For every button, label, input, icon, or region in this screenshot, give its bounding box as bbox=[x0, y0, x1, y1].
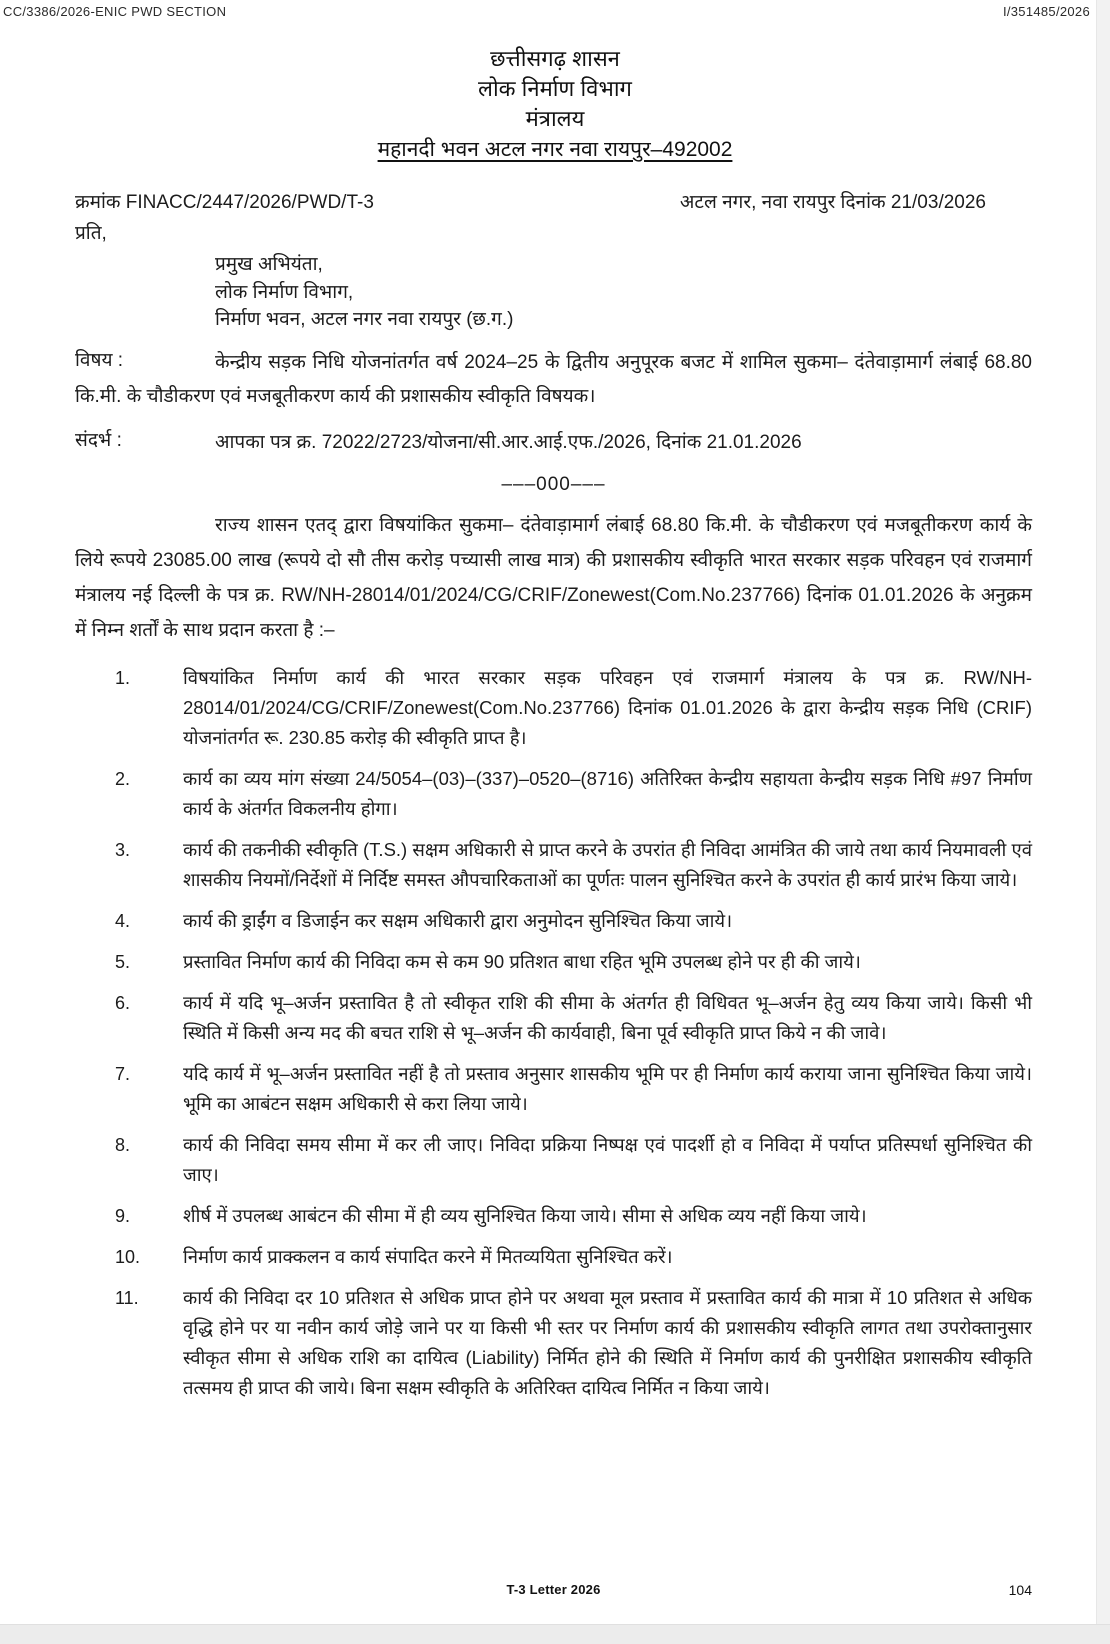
addressee-line: प्रमुख अभियंता, bbox=[215, 254, 323, 275]
letterhead bbox=[0, 44, 1110, 165]
letterhead-government: छत्तीसगढ़ शासन bbox=[490, 46, 620, 71]
condition-number: 7. bbox=[115, 1063, 131, 1084]
reference-label: संदर्भ : bbox=[75, 429, 122, 451]
reference-block bbox=[75, 426, 1032, 460]
addressee-line: लोक निर्माण विभाग, bbox=[215, 281, 354, 303]
condition-text: कार्य की निविदा दर 10 प्रतिशत से अधिक प्राप्त होने पर अथवा मूल प्रस्ताव में प्रस्तावित कार्य की मात्रा में 10 प्रतिशत से अधिक वृद्धि होने पर या नवीन कार्य जोड़े जाने पर या किसी भी स्तर पर निर्माण कार्य की प्रशासकीय स्वीकृति लागत तथा उपरोक्तानुसार स्वीकृत सीमा से अधिक राशि का दायित्व (Liability) निर्मित होने की स्थिति में निर्माण कार्य की पुनरीक्षित प्रशासकीय स्वीकृति तत्समय ही प्राप्त की जाये। बिना सक्षम स्वीकृति के अतिरिक्त दायित्व निर्मित न किया जाये। bbox=[183, 1286, 1032, 1398]
condition-item bbox=[75, 947, 1032, 977]
place-and-date: अटल नगर, नवा रायपुर दिनांक 21/03/2026 bbox=[679, 192, 986, 213]
salutation: प्रति, bbox=[75, 223, 107, 244]
condition-number: 6. bbox=[115, 992, 131, 1013]
condition-item bbox=[75, 835, 1032, 895]
condition-text: निर्माण कार्य प्राक्कलन व कार्य संपादित करने में मितव्ययिता सुनिश्चित करें। bbox=[183, 1245, 673, 1267]
condition-item bbox=[75, 1059, 1032, 1119]
page-right-edge bbox=[1096, 0, 1110, 1644]
condition-number: 8. bbox=[115, 1134, 131, 1155]
condition-item bbox=[75, 1130, 1032, 1190]
condition-text: शीर्ष में उपलब्ध आबंटन की सीमा में ही व्यय सुनिश्चित किया जाये। सीमा से अधिक व्यय नहीं किया जाये। bbox=[183, 1204, 867, 1226]
condition-text: विषयांकित निर्माण कार्य की भारत सरकार सड़क परिवहन एवं राजमार्ग मंत्रालय के पत्र क्र. RW/NH-28014/01/2024/CG/CRIF/Zonewest(Com.No.237766) दिनांक 01.01.2026 के द्वारा केन्द्रीय सड़क निधि (CRIF) योजनांतर्गत रू. 230.85 करोड़ की स्वीकृति प्राप्त है। bbox=[183, 666, 1032, 748]
file-meta-row bbox=[0, 0, 1110, 19]
letter-body bbox=[0, 188, 1110, 1403]
condition-text: कार्य की तकनीकी स्वीकृति (T.S.) सक्षम अधिकारी से प्राप्त करने के उपरांत ही निविदा आमंत्रित की जाये तथा कार्य नियमावली एवं शासकीय नियमों/निर्देशों में निर्दिष्ट समस्त औपचारिकताओं का पूर्णतः पालन सुनिश्चित करने के उपरांत ही कार्य प्रारंभ किया जाये। bbox=[183, 838, 1032, 890]
subject-text: केन्द्रीय सड़क निधि योजनांतर्गत वर्ष 2024–25 के द्वितीय अनुपूरक बजट में शामिल सुकमा– दंतेवाड़ामार्ग लंबाई 68.80 कि.मी. के चौडीकरण एवं मजबूतीकरण कार्य की प्रशासकीय स्वीकृति विषयक। bbox=[75, 351, 1032, 407]
condition-number: 4. bbox=[115, 910, 131, 931]
subject-block bbox=[75, 346, 1032, 414]
addressee-block bbox=[215, 251, 1032, 334]
page-number: 104 bbox=[1008, 1582, 1032, 1598]
condition-text: यदि कार्य में भू–अर्जन प्रस्तावित नहीं है तो प्रस्ताव अनुसार शासकीय भूमि पर ही निर्माण कार्य कराया जाना सुनिश्चित किया जाये। भूमि का आबंटन सक्षम अधिकारी से करा लिया जाये। bbox=[183, 1062, 1032, 1114]
footer-title: T-3 Letter 2026 bbox=[506, 1582, 601, 1597]
condition-text: प्रस्तावित निर्माण कार्य की निविदा कम से कम 90 प्रतिशत बाधा रहित भूमि उपलब्ध होने पर ही की जाये। bbox=[183, 950, 861, 972]
condition-item bbox=[75, 764, 1032, 824]
addressee-line: निर्माण भवन, अटल नगर नवा रायपुर (छ.ग.) bbox=[215, 309, 514, 330]
condition-number: 10. bbox=[115, 1246, 141, 1267]
condition-text: कार्य की निविदा समय सीमा में कर ली जाए। निविदा प्रक्रिया निष्पक्ष एवं पादर्शी हो व निविदा में पर्याप्त प्रतिस्पर्धा सुनिश्चित की जाए। bbox=[183, 1133, 1032, 1185]
condition-text: कार्य का व्यय मांग संख्या 24/5054–(03)–(337)–0520–(8716) अतिरिक्त केन्द्रीय सहायता केन्द्रीय सड़क निधि #97 निर्माण कार्य के अंतर्गत विकलनीय होगा। bbox=[183, 767, 1032, 819]
separator-000: –––000––– bbox=[501, 473, 606, 495]
reference-number-row bbox=[75, 188, 1032, 214]
condition-text: कार्य की ड्राईंग व डिजाईन कर सक्षम अधिकारी द्वारा अनुमोदन सुनिश्चित किया जाये। bbox=[183, 909, 733, 931]
condition-number: 1. bbox=[115, 667, 131, 688]
letterhead-ministry: मंत्रालय bbox=[525, 106, 585, 131]
condition-item bbox=[75, 906, 1032, 936]
condition-number: 5. bbox=[115, 951, 131, 972]
condition-item bbox=[75, 1242, 1032, 1272]
opening-paragraph: राज्य शासन एतद् द्वारा विषयांकित सुकमा– दंतेवाड़ामार्ग लंबाई 68.80 कि.मी. के चौडीकरण एवं मजबूतीकरण कार्य के लिये रूपये 23085.00 लाख (रूपये दो सौ तीस करोड़ पच्यासी लाख मात्र) की प्रशासकीय स्वीकृति भारत सरकार सड़क परिवहन एवं राजमार्ग मंत्रालय नई दिल्ली के पत्र क्र. RW/NH-28014/01/2024/CG/CRIF/Zonewest(Com.No.237766) दिनांक 01.01.2026 के अनुक्रम में निम्न शर्तों के साथ प्रदान करता है :– bbox=[75, 514, 1032, 641]
condition-item bbox=[75, 1201, 1032, 1231]
condition-number: 3. bbox=[115, 839, 131, 860]
condition-item bbox=[75, 988, 1032, 1048]
page-bottom-edge bbox=[0, 1624, 1110, 1644]
letter-number: क्रमांक FINACC/2447/2026/PWD/T-3 bbox=[75, 192, 374, 213]
subject-label: विषय : bbox=[75, 349, 124, 371]
file-number-right: I/351485/2026 bbox=[1002, 4, 1090, 19]
condition-item bbox=[75, 663, 1032, 753]
page-footer bbox=[75, 1582, 1032, 1604]
condition-number: 11. bbox=[115, 1287, 139, 1308]
letterhead-department: लोक निर्माण विभाग bbox=[478, 76, 632, 101]
letterhead-address: महानदी भवन अटल नगर नवा रायपुर–492002 bbox=[377, 138, 733, 161]
reference-text: आपका पत्र क्र. 72022/2723/योजना/सी.आर.आई.एफ./2026, दिनांक 21.01.2026 bbox=[215, 431, 802, 453]
condition-item bbox=[75, 1283, 1032, 1403]
condition-text: कार्य में यदि भू–अर्जन प्रस्तावित है तो स्वीकृत राशि की सीमा के अंतर्गत ही विधिवत भू–अर्जन हेतु व्यय किया जाये। किसी भी स्थिति में किसी अन्य मद की बचत राशि से भू–अर्जन की कार्यवाही, बिना पूर्व स्वीकृति प्राप्त किये न की जावे। bbox=[183, 991, 1032, 1043]
file-number-left: CC/3386/2026-ENIC PWD SECTION bbox=[3, 4, 227, 19]
conditions-list bbox=[75, 663, 1032, 1403]
condition-number: 2. bbox=[115, 768, 131, 789]
condition-number: 9. bbox=[115, 1205, 131, 1226]
